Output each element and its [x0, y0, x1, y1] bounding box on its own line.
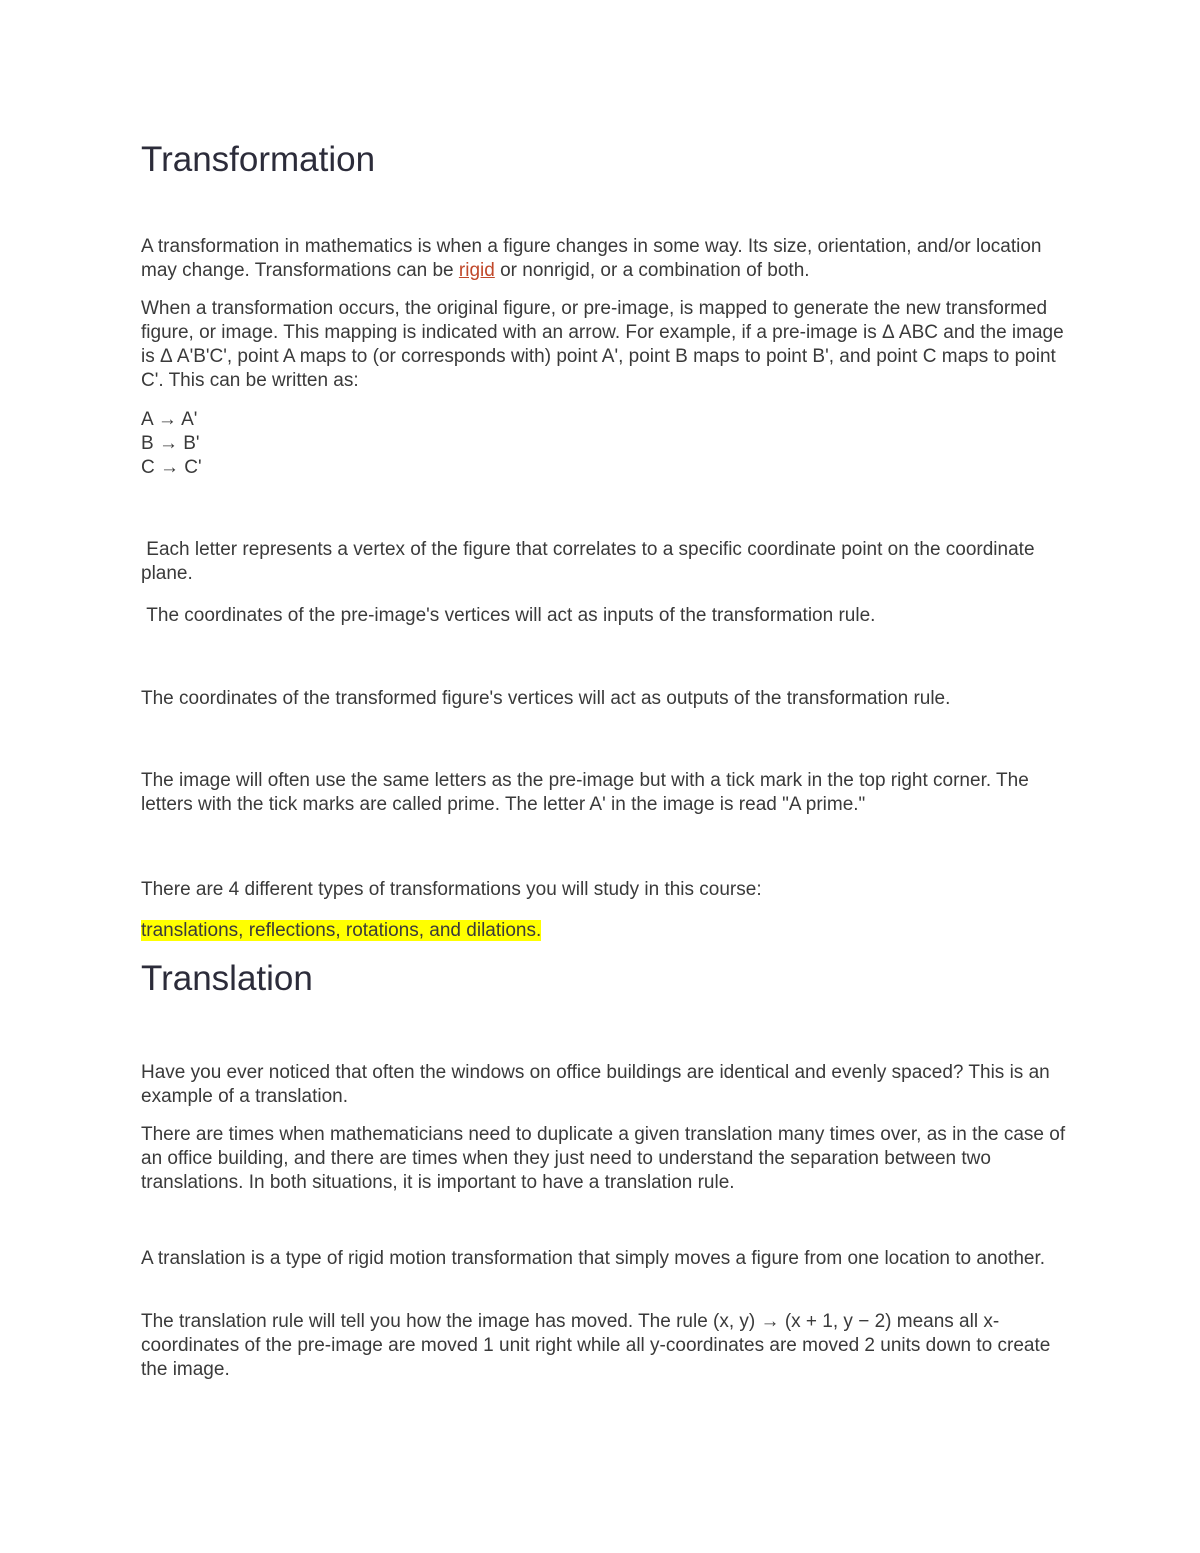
heading-transformation: Transformation — [141, 140, 376, 179]
paragraph-outputs: The coordinates of the transformed figure's vertices will act as outputs of the transformation rule. — [141, 688, 951, 709]
paragraph-mapping-explanation: When a transformation occurs, the original figure, or pre-image, is mapped to generate the new transformed figure, or image. This mapping is indicated with an arrow. For example, if a pre-image is Δ ABC and the image is Δ A'B'C', point A maps to (or corresponds with) point A', point B maps to point B', and point C maps to point C'. This can be written as: — [141, 298, 1064, 391]
highlighted-types: translations, reflections, rotations, and dilations. — [141, 920, 542, 941]
heading-translation: Translation — [141, 959, 313, 998]
mapping-a: A → A' — [141, 409, 198, 430]
paragraph-rule-example: The translation rule will tell you how the image has moved. The rule (x, y) → (x + 1, y − 2) means all x-coordinates of the pre-image are moved 1 unit right while all y-coordinates are moved 2 units down to create the image. — [141, 1311, 1051, 1380]
paragraph-office-windows: Have you ever noticed that often the windows on office buildings are identical and evenly spaced? This is an example of a translation. — [141, 1062, 1050, 1107]
paragraph-translation-rule-need: There are times when mathematicians need to duplicate a given translation many times over, as in the case of an office building, and there are times when they just need to understand the separation between two translations. In both situations, it is important to have a translation rule. — [141, 1124, 1066, 1193]
mapping-c: C → C' — [141, 457, 202, 478]
paragraph-types-list — [141, 919, 1066, 943]
paragraph-rigid-motion: A translation is a type of rigid motion transformation that simply moves a figure from one location to another. — [141, 1248, 1046, 1269]
mapping-list — [141, 408, 1066, 480]
paragraph-text: A transformation in mathematics is when a figure changes in some way. Its size, orientation, and/or location may change. Transformations can be — [141, 236, 1042, 281]
paragraph-prime: The image will often use the same letters as the pre-image but with a tick mark in the top right corner. The letters with the tick marks are called prime. The letter A' in the image is read "A prime." — [141, 770, 1029, 815]
rigid-link[interactable]: rigid — [458, 260, 495, 281]
mapping-b: B → B' — [141, 433, 200, 454]
paragraph-inputs: The coordinates of the pre-image's vertices will act as inputs of the transformation rule. — [141, 605, 876, 626]
paragraph-text: or nonrigid, or a combination of both. — [494, 260, 810, 281]
paragraph-types-intro: There are 4 different types of transformations you will study in this course: — [141, 879, 762, 900]
paragraph-vertex: Each letter represents a vertex of the figure that correlates to a specific coordinate point on the coordinate plane. — [141, 539, 1040, 584]
paragraph-transformation-definition — [141, 235, 1066, 283]
